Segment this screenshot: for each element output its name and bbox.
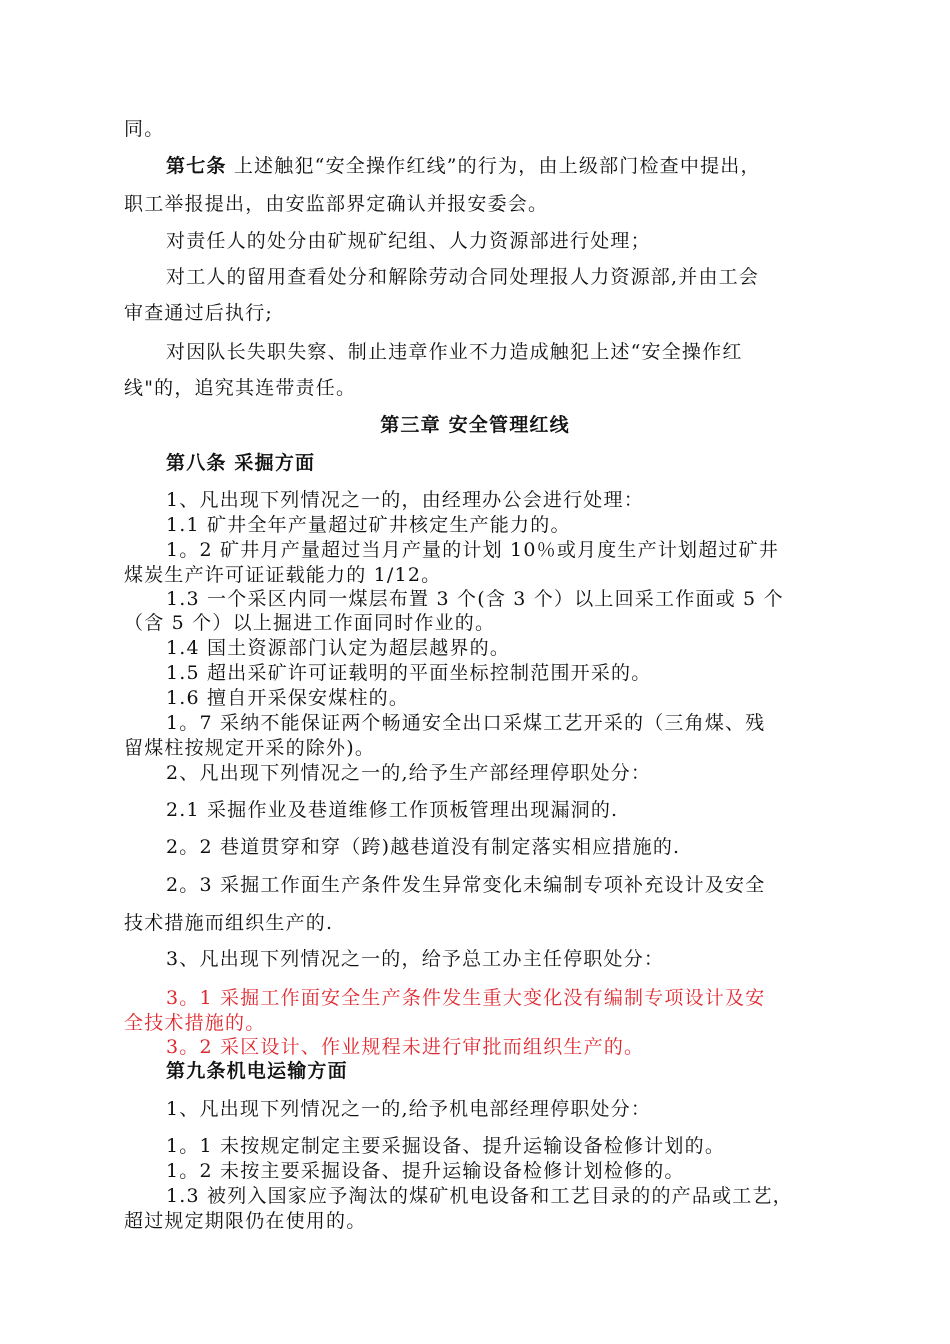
text-line: 1。7 采纳不能保证两个畅通安全出口采煤工艺开采的（三角煤、残 [166, 712, 766, 734]
text-line: 对工人的留用查看处分和解除劳动合同处理报人力资源部,并由工会 [166, 266, 760, 288]
section-heading: 第九条机电运输方面 [166, 1060, 348, 1082]
text-line: 1.4 国土资源部门认定为超层越界的。 [166, 637, 511, 659]
text-line: 1。2 未按主要采掘设备、提升运输设备检修计划检修的。 [166, 1160, 685, 1182]
text-line: 3、凡出现下列情况之一的，给予总工办主任停职处分： [166, 948, 665, 970]
text-line: 1.5 超出采矿许可证载明的平面坐标控制范围开采的。 [166, 662, 652, 684]
text-line: 2。2 巷道贯穿和穿（跨)越巷道没有制定落实相应措施的. [166, 836, 681, 858]
text-line: 审查通过后执行; [124, 302, 274, 324]
chapter-heading: 第三章 安全管理红线 [380, 414, 570, 436]
text-line: 同。 [124, 118, 165, 140]
text-line: （含 5 个）以上掘进工作面同时作业的。 [124, 612, 496, 634]
text-line: 技术措施而组织生产的. [124, 912, 334, 934]
article-7-line [166, 153, 761, 179]
text-line: 1、凡出现下列情况之一的,给予机电部经理停职处分： [166, 1098, 652, 1120]
text-line: 1。2 矿井月产量超过当月产量的计划 10％或月度生产计划超过矿井 [166, 539, 780, 561]
text-line: 超过规定期限仍在使用的。 [124, 1210, 367, 1232]
section-heading: 第八条 采掘方面 [166, 452, 316, 474]
highlighted-line: 3。1 采掘工作面安全生产条件发生重大变化没有编制专项设计及安 [166, 987, 766, 1009]
text-line: 1.3 被列入国家应予淘汰的煤矿机电设备和工艺目录的的产品或工艺， [166, 1185, 793, 1207]
text-line: 1。1 未按规定制定主要采掘设备、提升运输设备检修计划的。 [166, 1135, 726, 1157]
text-line: 1.6 擅自开采保安煤柱的。 [166, 687, 410, 709]
text-line: 2。3 采掘工作面生产条件发生异常变化未编制专项补充设计及安全 [166, 874, 766, 896]
highlighted-line: 全技术措施的。 [124, 1012, 266, 1034]
text-line: 对因队长失职失察、制止违章作业不力造成触犯上述“安全操作红 [166, 341, 743, 363]
text-line: 线"的，追究其连带责任。 [124, 377, 357, 399]
text-line: 1.1 矿井全年产量超过矿井核定生产能力的。 [166, 514, 571, 536]
text-line: 对责任人的处分由矿规矿纪组、人力资源部进行处理； [166, 230, 651, 252]
article-7-text: 上述触犯“安全操作红线”的行为，由上级部门检查中提出， [226, 155, 761, 177]
text-line: 1、凡出现下列情况之一的，由经理办公会进行处理： [166, 489, 644, 511]
text-line: 煤炭生产许可证证载能力的 1/12。 [124, 564, 442, 586]
text-line: 1.3 一个采区内同一煤层布置 3 个(含 3 个）以上回采工作面或 5 个 [166, 588, 784, 610]
text-line: 2、凡出现下列情况之一的,给予生产部经理停职处分： [166, 762, 652, 784]
text-line: 职工举报提出，由安监部界定确认并报安委会。 [124, 193, 549, 215]
text-line: 留煤柱按规定开采的除外)。 [124, 737, 376, 759]
text-line: 2.1 采掘作业及巷道维修工作顶板管理出现漏洞的. [166, 799, 619, 821]
article-7-label: 第七条 [166, 155, 227, 177]
highlighted-line: 3。2 采区设计、作业规程未进行审批而组织生产的。 [166, 1036, 645, 1058]
